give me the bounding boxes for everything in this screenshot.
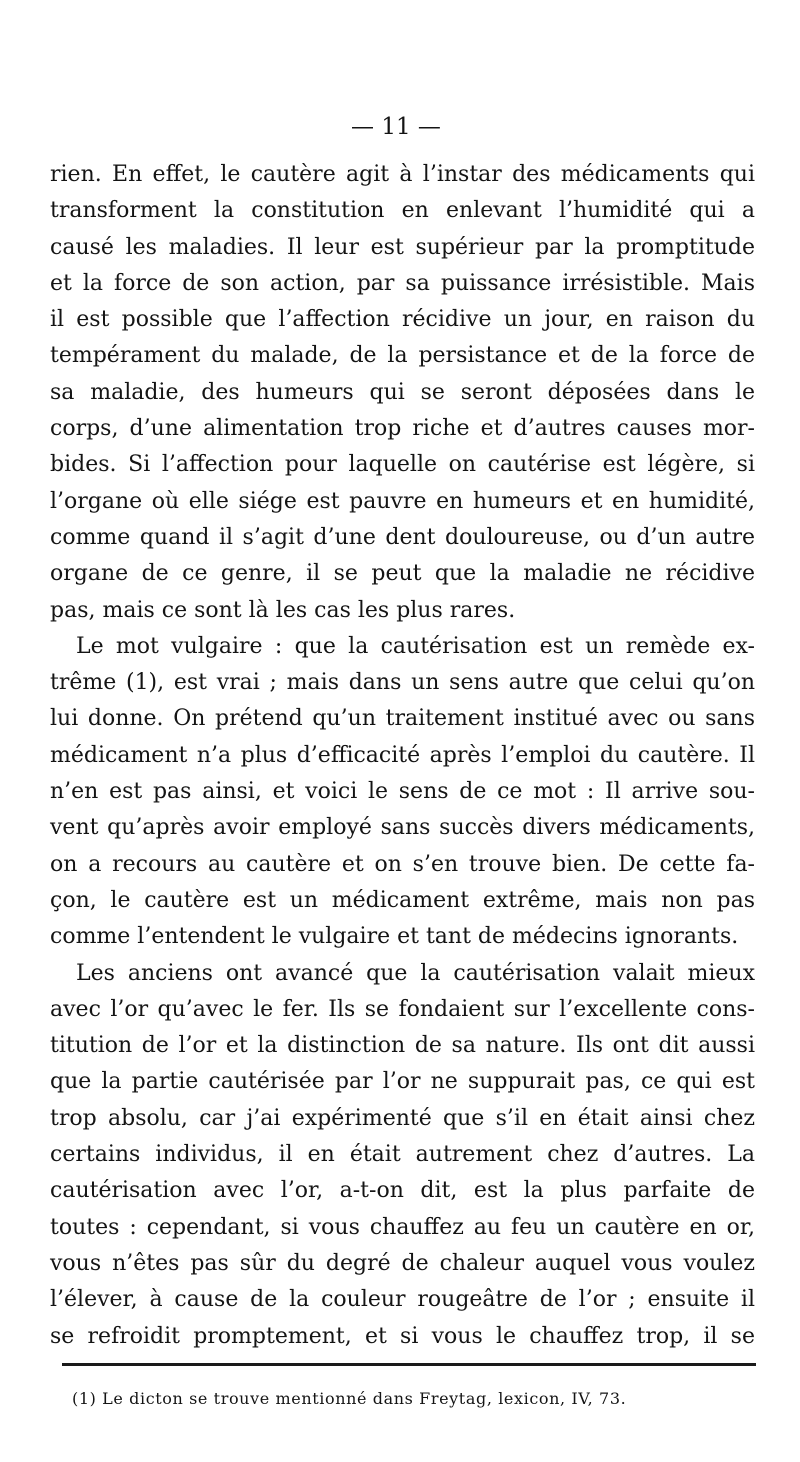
text-line: organe de ce genre, il se peut que la maladie ne récidive — [50, 561, 755, 587]
text-line: titution de l’or et la distinction de sa nature. Ils ont dit aussi — [50, 1033, 755, 1059]
text-line: transforment la constitution en enlevant l’humidité qui a — [50, 198, 755, 224]
text-line: corps, d’une alimentation trop riche et d’autres causes mor- — [50, 416, 755, 442]
text-line: sa maladie, des humeurs qui se seront déposées dans le — [50, 379, 755, 405]
text-line: trême (1), est vrai ; mais dans un sens autre que celui qu’on — [50, 670, 755, 696]
page-number: — 11 — — [351, 114, 441, 140]
text-line: vous n’êtes pas sûr du degré de chaleur auquel vous voulez — [50, 1250, 755, 1276]
footnote-rule — [62, 1363, 756, 1366]
text-line: n’en est pas ainsi, et voici le sens de ce mot : Il arrive sou- — [50, 779, 755, 805]
text-line: toutes : cependant, si vous chauffez au feu un cautère en or, — [50, 1214, 755, 1240]
text-line: et la force de son action, par sa puissance irrésistible. Mais — [50, 270, 755, 296]
text-line: Les anciens ont avancé que la cautérisation valait mieux — [76, 960, 755, 986]
text-line: bides. Si l’affection pour laquelle on cautérise est légère, si — [50, 452, 755, 478]
text-line: médicament n’a plus d’efficacité après l’emploi du cautère. Il — [50, 742, 755, 768]
text-line: pas, mais ce sont là les cas les plus rares. — [50, 597, 516, 623]
text-line: l’élever, à cause de la couleur rougeâtre de l’or ; ensuite il — [50, 1287, 755, 1313]
text-line: causé les maladies. Il leur est supérieur par la promptitude — [50, 234, 755, 260]
text-line: çon, le cautère est un médicament extrême, mais non pas — [50, 887, 755, 913]
text-line: certains individus, il en était autrement chez d’autres. La — [50, 1142, 755, 1168]
text-line: on a recours au cautère et on s’en trouve bien. De cette fa- — [50, 851, 755, 877]
footnote: (1) Le dicton se trouve mentionné dans Freytag, lexicon, IV, 73. — [72, 1389, 627, 1408]
text-line: lui donne. On prétend qu’un traitement institué avec ou sans — [50, 706, 755, 732]
text-line: cautérisation avec l’or, a-t-on dit, est la plus parfaite de — [50, 1178, 755, 1204]
text-line: il est possible que l’affection récidive un jour, en raison du — [50, 307, 755, 333]
text-line: tempérament du malade, de la persistance et de la force de — [50, 343, 755, 369]
body-text — [50, 157, 755, 1355]
text-line: trop absolu, car j’ai expérimenté que s’il en était ainsi chez — [50, 1105, 755, 1131]
text-line: rien. En effet, le cautère agit à l’instar des médicaments qui — [50, 162, 755, 187]
text-line: vent qu’après avoir employé sans succès divers médicaments, — [50, 815, 755, 841]
text-line: que la partie cautérisée par l’or ne suppurait pas, ce qui est — [50, 1069, 755, 1095]
text-line: avec l’or qu’avec le fer. Ils se fondaient sur l’excellente cons- — [50, 996, 755, 1022]
text-line: comme l’entendent le vulgaire et tant de médecins ignorants. — [50, 924, 739, 950]
text-line: Le mot vulgaire : que la cautérisation est un remède ex- — [76, 633, 755, 659]
text-line: se refroidit promptement, et si vous le chauffez trop, il se — [50, 1323, 755, 1349]
text-line: l’organe où elle siége est pauvre en humeurs et en humidité, — [50, 488, 755, 514]
text-line: comme quand il s’agit d’une dent douloureuse, ou d’un autre — [50, 524, 755, 550]
